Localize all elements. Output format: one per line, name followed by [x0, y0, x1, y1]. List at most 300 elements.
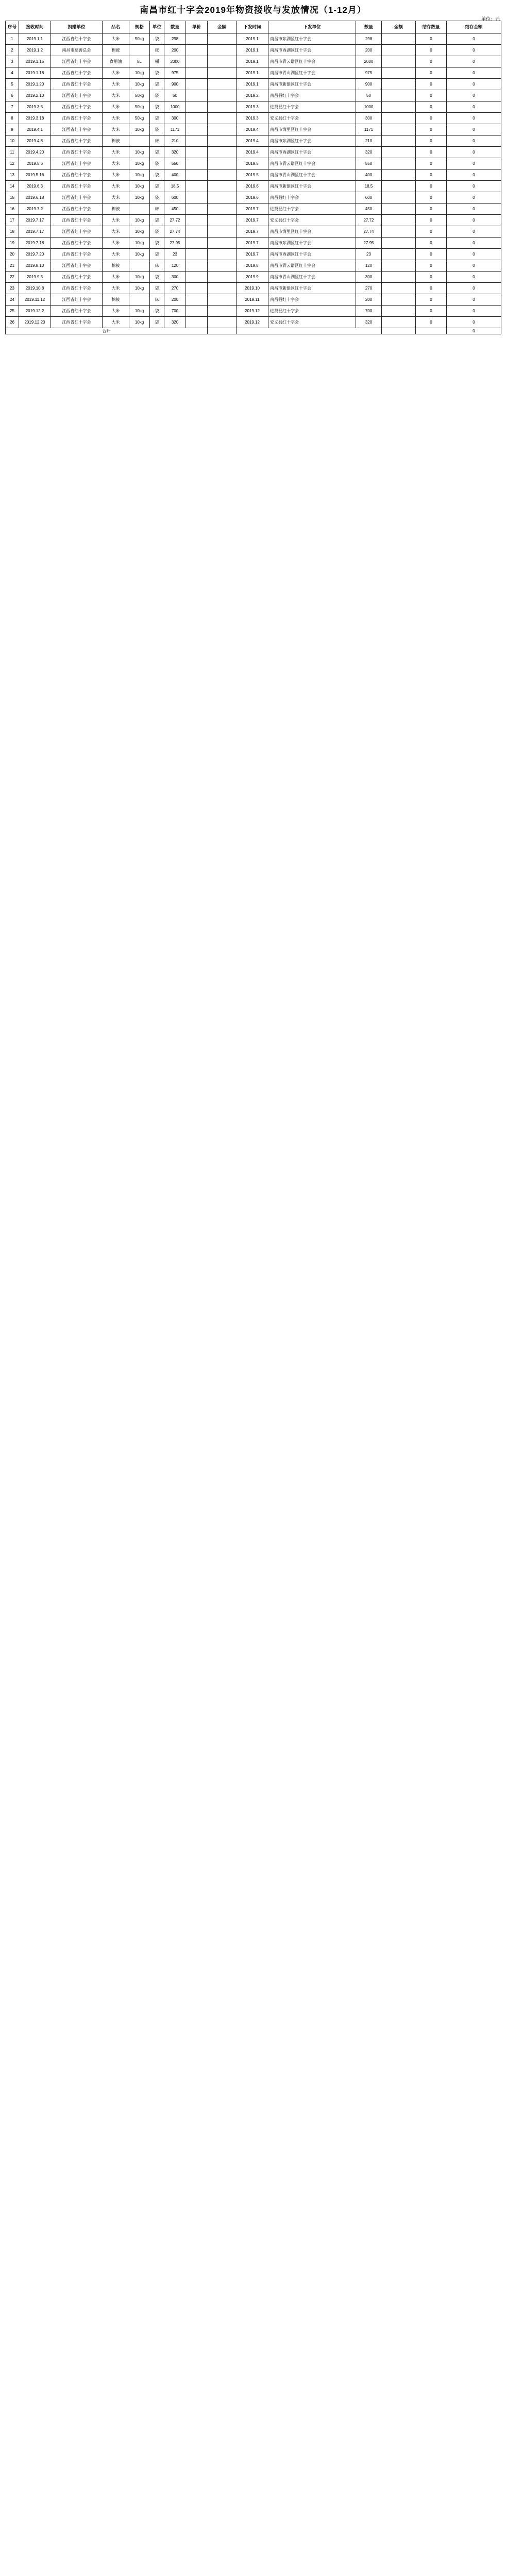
cell-item: 大米 [103, 215, 129, 226]
cell-stock-amount: 0 [447, 79, 501, 90]
cell-dest: 南昌市东湖区红十字会 [268, 33, 356, 45]
cell-spec: 10kg [129, 181, 150, 192]
cell-price [186, 181, 208, 192]
cell-amount [208, 306, 237, 317]
cell-stock-amount: 0 [447, 283, 501, 294]
cell-price [186, 226, 208, 238]
cell-stock-amount: 0 [447, 101, 501, 113]
cell-donor: 江西省红十字会 [51, 158, 103, 170]
cell-item: 大米 [103, 90, 129, 101]
cell-dist-amount [382, 204, 416, 215]
cell-uom: 床 [150, 45, 164, 56]
cell-donor: 江西省红十字会 [51, 215, 103, 226]
cell-item: 大米 [103, 238, 129, 249]
cell-uom: 袋 [150, 181, 164, 192]
cell-date: 2019.12.20 [19, 317, 51, 328]
cell-dist-date: 2019.2 [237, 90, 268, 101]
cell-no: 10 [6, 135, 19, 147]
cell-dist-qty: 27.74 [356, 226, 382, 238]
cell-stock-amount: 0 [447, 215, 501, 226]
cell-dist-qty: 120 [356, 260, 382, 272]
cell-dest: 南昌市青山湖区红十字会 [268, 67, 356, 79]
col-donor: 捐赠单位 [51, 21, 103, 33]
table-body [6, 33, 501, 328]
cell-price [186, 124, 208, 135]
cell-dist-qty: 270 [356, 283, 382, 294]
cell-dist-qty: 300 [356, 272, 382, 283]
cell-item: 大米 [103, 79, 129, 90]
cell-dist-qty: 600 [356, 192, 382, 204]
cell-dist-amount [382, 260, 416, 272]
cell-no: 19 [6, 238, 19, 249]
cell-item: 棉被 [103, 294, 129, 306]
cell-stock-amount: 0 [447, 33, 501, 45]
cell-date: 2019.4.8 [19, 135, 51, 147]
cell-dist-date: 2019.12 [237, 317, 268, 328]
cell-spec [129, 260, 150, 272]
cell-stock-qty: 0 [416, 45, 447, 56]
cell-dist-amount [382, 124, 416, 135]
cell-dist-date: 2019.1 [237, 56, 268, 67]
cell-date: 2019.1.2 [19, 45, 51, 56]
cell-stock-qty: 0 [416, 56, 447, 67]
cell-spec: 50kg [129, 113, 150, 124]
cell-price [186, 90, 208, 101]
cell-amount [208, 124, 237, 135]
col-dist-date: 下发时间 [237, 21, 268, 33]
cell-no: 12 [6, 158, 19, 170]
cell-dist-date: 2019.1 [237, 33, 268, 45]
cell-dist-date: 2019.7 [237, 226, 268, 238]
cell-uom: 袋 [150, 113, 164, 124]
cell-spec: 10kg [129, 124, 150, 135]
cell-date: 2019.11.12 [19, 294, 51, 306]
cell-stock-qty: 0 [416, 192, 447, 204]
cell-dist-date: 2019.5 [237, 170, 268, 181]
cell-donor: 江西省红十字会 [51, 181, 103, 192]
cell-uom: 床 [150, 135, 164, 147]
cell-item: 棉被 [103, 260, 129, 272]
cell-stock-qty: 0 [416, 238, 447, 249]
cell-item: 大米 [103, 317, 129, 328]
cell-price [186, 67, 208, 79]
cell-donor: 南昌市慈善总会 [51, 45, 103, 56]
cell-dist-date: 2019.4 [237, 135, 268, 147]
cell-dest: 南昌市东湖区红十字会 [268, 135, 356, 147]
cell-price [186, 238, 208, 249]
col-stock-amount: 结存金额 [447, 21, 501, 33]
cell-price [186, 79, 208, 90]
cell-dist-date: 2019.3 [237, 101, 268, 113]
cell-amount [208, 260, 237, 272]
cell-dist-amount [382, 192, 416, 204]
cell-date: 2019.1.15 [19, 56, 51, 67]
cell-amount [208, 67, 237, 79]
table-row [6, 147, 501, 158]
cell-item: 棉被 [103, 45, 129, 56]
cell-item: 棉被 [103, 204, 129, 215]
col-price: 单价 [186, 21, 208, 33]
cell-dist-amount [382, 181, 416, 192]
cell-donor: 江西省红十字会 [51, 249, 103, 260]
cell-qty: 400 [164, 170, 186, 181]
cell-spec [129, 135, 150, 147]
cell-dist-amount [382, 294, 416, 306]
cell-dest: 南昌市西湖区红十字会 [268, 147, 356, 158]
cell-stock-amount: 0 [447, 272, 501, 283]
cell-qty: 27.74 [164, 226, 186, 238]
table-row [6, 306, 501, 317]
cell-price [186, 56, 208, 67]
cell-item: 大米 [103, 170, 129, 181]
col-date: 接收时间 [19, 21, 51, 33]
table-row [6, 317, 501, 328]
cell-no: 24 [6, 294, 19, 306]
cell-stock-qty: 0 [416, 101, 447, 113]
cell-stock-qty: 0 [416, 215, 447, 226]
cell-dest: 南昌市新建区红十字会 [268, 79, 356, 90]
cell-donor: 江西省红十字会 [51, 294, 103, 306]
cell-date: 2019.5.16 [19, 170, 51, 181]
cell-stock-amount: 0 [447, 238, 501, 249]
cell-stock-qty: 0 [416, 79, 447, 90]
cell-item: 大米 [103, 181, 129, 192]
cell-uom: 桶 [150, 56, 164, 67]
cell-dist-amount [382, 249, 416, 260]
cell-spec: 10kg [129, 283, 150, 294]
cell-qty: 300 [164, 272, 186, 283]
cell-no: 13 [6, 170, 19, 181]
cell-stock-qty: 0 [416, 124, 447, 135]
cell-date: 2019.7.2 [19, 204, 51, 215]
cell-no: 3 [6, 56, 19, 67]
cell-date: 2019.4.1 [19, 124, 51, 135]
cell-item: 大米 [103, 158, 129, 170]
cell-amount [208, 101, 237, 113]
cell-qty: 210 [164, 135, 186, 147]
cell-price [186, 249, 208, 260]
cell-dest: 南昌市青山湖区红十字会 [268, 170, 356, 181]
cell-stock-qty: 0 [416, 249, 447, 260]
cell-date: 2019.7.20 [19, 249, 51, 260]
cell-date: 2019.5.6 [19, 158, 51, 170]
cell-dist-qty: 400 [356, 170, 382, 181]
table-row [6, 238, 501, 249]
cell-spec: 5L [129, 56, 150, 67]
cell-price [186, 260, 208, 272]
header-row [6, 21, 501, 33]
cell-spec: 10kg [129, 249, 150, 260]
cell-spec [129, 294, 150, 306]
cell-dist-qty: 450 [356, 204, 382, 215]
table-row [6, 45, 501, 56]
table-row [6, 101, 501, 113]
cell-spec: 50kg [129, 90, 150, 101]
cell-dist-date: 2019.5 [237, 158, 268, 170]
cell-amount [208, 79, 237, 90]
cell-uom: 袋 [150, 215, 164, 226]
cell-price [186, 45, 208, 56]
cell-dist-qty: 18.5 [356, 181, 382, 192]
cell-qty: 298 [164, 33, 186, 45]
cell-no: 22 [6, 272, 19, 283]
cell-item: 大米 [103, 113, 129, 124]
cell-qty: 200 [164, 294, 186, 306]
cell-spec: 10kg [129, 192, 150, 204]
cell-date: 2019.1.1 [19, 33, 51, 45]
col-item: 品名 [103, 21, 129, 33]
cell-price [186, 283, 208, 294]
cell-dist-date: 2019.4 [237, 124, 268, 135]
cell-dist-amount [382, 272, 416, 283]
table-row [6, 113, 501, 124]
cell-price [186, 113, 208, 124]
cell-dist-qty: 2000 [356, 56, 382, 67]
cell-dest: 安义县红十字会 [268, 317, 356, 328]
cell-dest: 南昌市西湖区红十字会 [268, 249, 356, 260]
cell-date: 2019.9.5 [19, 272, 51, 283]
cell-dist-amount [382, 238, 416, 249]
total-stock-spacer [416, 328, 447, 334]
cell-stock-qty: 0 [416, 204, 447, 215]
cell-dest: 南昌市湾里区红十字会 [268, 226, 356, 238]
cell-qty: 200 [164, 45, 186, 56]
cell-uom: 袋 [150, 101, 164, 113]
cell-qty: 320 [164, 317, 186, 328]
cell-dist-date: 2019.1 [237, 79, 268, 90]
cell-dist-qty: 300 [356, 113, 382, 124]
cell-dest: 南昌市新建区红十字会 [268, 283, 356, 294]
cell-qty: 550 [164, 158, 186, 170]
cell-donor: 江西省红十字会 [51, 306, 103, 317]
cell-stock-qty: 0 [416, 306, 447, 317]
cell-qty: 320 [164, 147, 186, 158]
cell-stock-amount: 0 [447, 294, 501, 306]
cell-no: 23 [6, 283, 19, 294]
cell-dist-qty: 298 [356, 33, 382, 45]
cell-date: 2019.7.18 [19, 238, 51, 249]
cell-stock-amount: 0 [447, 181, 501, 192]
cell-qty: 300 [164, 113, 186, 124]
cell-item: 大米 [103, 272, 129, 283]
table-row [6, 283, 501, 294]
table-row [6, 249, 501, 260]
cell-uom: 袋 [150, 67, 164, 79]
cell-dist-amount [382, 101, 416, 113]
cell-no: 1 [6, 33, 19, 45]
cell-spec: 10kg [129, 317, 150, 328]
cell-stock-qty: 0 [416, 147, 447, 158]
cell-date: 2019.6.3 [19, 181, 51, 192]
cell-dest: 南昌市青云谱区红十字会 [268, 260, 356, 272]
cell-no: 5 [6, 79, 19, 90]
cell-stock-qty: 0 [416, 90, 447, 101]
cell-dist-qty: 27.95 [356, 238, 382, 249]
cell-dist-date: 2019.6 [237, 181, 268, 192]
cell-stock-amount: 0 [447, 56, 501, 67]
cell-spec: 10kg [129, 79, 150, 90]
col-stock-qty: 结存数量 [416, 21, 447, 33]
cell-dist-qty: 27.72 [356, 215, 382, 226]
cell-amount [208, 249, 237, 260]
cell-price [186, 317, 208, 328]
cell-dist-qty: 210 [356, 135, 382, 147]
cell-date: 2019.2.10 [19, 90, 51, 101]
cell-uom: 袋 [150, 158, 164, 170]
cell-price [186, 192, 208, 204]
cell-date: 2019.3.5 [19, 101, 51, 113]
col-no: 序号 [6, 21, 19, 33]
cell-dest: 南昌市青云谱区红十字会 [268, 56, 356, 67]
cell-stock-qty: 0 [416, 260, 447, 272]
cell-uom: 袋 [150, 192, 164, 204]
cell-donor: 江西省红十字会 [51, 33, 103, 45]
cell-qty: 900 [164, 79, 186, 90]
cell-uom: 床 [150, 260, 164, 272]
table-row [6, 67, 501, 79]
cell-donor: 江西省红十字会 [51, 79, 103, 90]
unit-label: 单位：元 [481, 16, 500, 22]
cell-date: 2019.10.8 [19, 283, 51, 294]
table-row [6, 192, 501, 204]
cell-amount [208, 238, 237, 249]
cell-dist-qty: 900 [356, 79, 382, 90]
col-dist-qty: 数量 [356, 21, 382, 33]
cell-date: 2019.3.18 [19, 113, 51, 124]
cell-amount [208, 215, 237, 226]
cell-no: 16 [6, 204, 19, 215]
cell-dist-amount [382, 33, 416, 45]
cell-uom: 袋 [150, 79, 164, 90]
cell-dist-amount [382, 215, 416, 226]
cell-dest: 进贤县红十字会 [268, 204, 356, 215]
total-spacer [237, 328, 382, 334]
cell-dist-date: 2019.6 [237, 192, 268, 204]
cell-spec: 50kg [129, 33, 150, 45]
cell-dist-qty: 200 [356, 294, 382, 306]
cell-dist-date: 2019.1 [237, 45, 268, 56]
cell-no: 26 [6, 317, 19, 328]
cell-price [186, 135, 208, 147]
cell-spec: 10kg [129, 67, 150, 79]
cell-dist-amount [382, 113, 416, 124]
cell-dest: 进贤县红十字会 [268, 101, 356, 113]
cell-no: 9 [6, 124, 19, 135]
col-dist-amount: 金额 [382, 21, 416, 33]
cell-uom: 袋 [150, 124, 164, 135]
cell-dist-amount [382, 90, 416, 101]
cell-stock-qty: 0 [416, 113, 447, 124]
cell-dist-date: 2019.11 [237, 294, 268, 306]
cell-stock-qty: 0 [416, 170, 447, 181]
cell-donor: 江西省红十字会 [51, 101, 103, 113]
cell-donor: 江西省红十字会 [51, 170, 103, 181]
cell-dist-qty: 1000 [356, 101, 382, 113]
cell-qty: 700 [164, 306, 186, 317]
cell-stock-amount: 0 [447, 317, 501, 328]
table-row [6, 294, 501, 306]
cell-price [186, 204, 208, 215]
cell-spec: 50kg [129, 101, 150, 113]
page-title: 南昌市红十字会2019年物资接收与发放情况（1-12月） [140, 5, 366, 15]
cell-no: 14 [6, 181, 19, 192]
cell-amount [208, 33, 237, 45]
cell-qty: 1000 [164, 101, 186, 113]
cell-qty: 120 [164, 260, 186, 272]
cell-stock-qty: 0 [416, 317, 447, 328]
cell-dist-qty: 320 [356, 147, 382, 158]
cell-donor: 江西省红十字会 [51, 226, 103, 238]
cell-item: 大米 [103, 249, 129, 260]
cell-stock-qty: 0 [416, 135, 447, 147]
cell-uom: 袋 [150, 283, 164, 294]
cell-date: 2019.7.17 [19, 226, 51, 238]
cell-qty: 270 [164, 283, 186, 294]
cell-dist-qty: 700 [356, 306, 382, 317]
cell-date: 2019.6.18 [19, 192, 51, 204]
cell-dist-date: 2019.7 [237, 249, 268, 260]
cell-uom: 袋 [150, 238, 164, 249]
table-row [6, 170, 501, 181]
col-amount: 金额 [208, 21, 237, 33]
cell-price [186, 158, 208, 170]
cell-uom: 袋 [150, 33, 164, 45]
cell-donor: 江西省红十字会 [51, 124, 103, 135]
cell-amount [208, 45, 237, 56]
cell-uom: 袋 [150, 226, 164, 238]
cell-item: 大米 [103, 306, 129, 317]
cell-amount [208, 56, 237, 67]
cell-donor: 江西省红十字会 [51, 192, 103, 204]
cell-dist-qty: 1171 [356, 124, 382, 135]
cell-spec [129, 45, 150, 56]
cell-stock-qty: 0 [416, 158, 447, 170]
cell-stock-amount: 0 [447, 67, 501, 79]
cell-donor: 江西省红十字会 [51, 317, 103, 328]
cell-stock-amount: 0 [447, 306, 501, 317]
cell-dist-date: 2019.4 [237, 147, 268, 158]
cell-amount [208, 181, 237, 192]
cell-donor: 江西省红十字会 [51, 260, 103, 272]
table-row [6, 135, 501, 147]
col-uom: 单位 [150, 21, 164, 33]
cell-amount [208, 192, 237, 204]
cell-item: 大米 [103, 67, 129, 79]
cell-no: 6 [6, 90, 19, 101]
cell-dest: 南昌市东湖区红十字会 [268, 238, 356, 249]
cell-spec: 10kg [129, 306, 150, 317]
cell-amount [208, 170, 237, 181]
cell-qty: 23 [164, 249, 186, 260]
total-stock-amount: 0 [447, 328, 501, 334]
cell-donor: 江西省红十字会 [51, 90, 103, 101]
col-qty: 数量 [164, 21, 186, 33]
cell-item: 食用油 [103, 56, 129, 67]
cell-no: 21 [6, 260, 19, 272]
cell-no: 20 [6, 249, 19, 260]
table-row [6, 158, 501, 170]
cell-uom: 袋 [150, 272, 164, 283]
cell-no: 8 [6, 113, 19, 124]
cell-no: 7 [6, 101, 19, 113]
cell-dest: 南昌县红十字会 [268, 90, 356, 101]
cell-date: 2019.4.20 [19, 147, 51, 158]
cell-amount [208, 294, 237, 306]
cell-item: 大米 [103, 226, 129, 238]
col-dest: 下发单位 [268, 21, 356, 33]
cell-amount [208, 90, 237, 101]
cell-item: 大米 [103, 283, 129, 294]
